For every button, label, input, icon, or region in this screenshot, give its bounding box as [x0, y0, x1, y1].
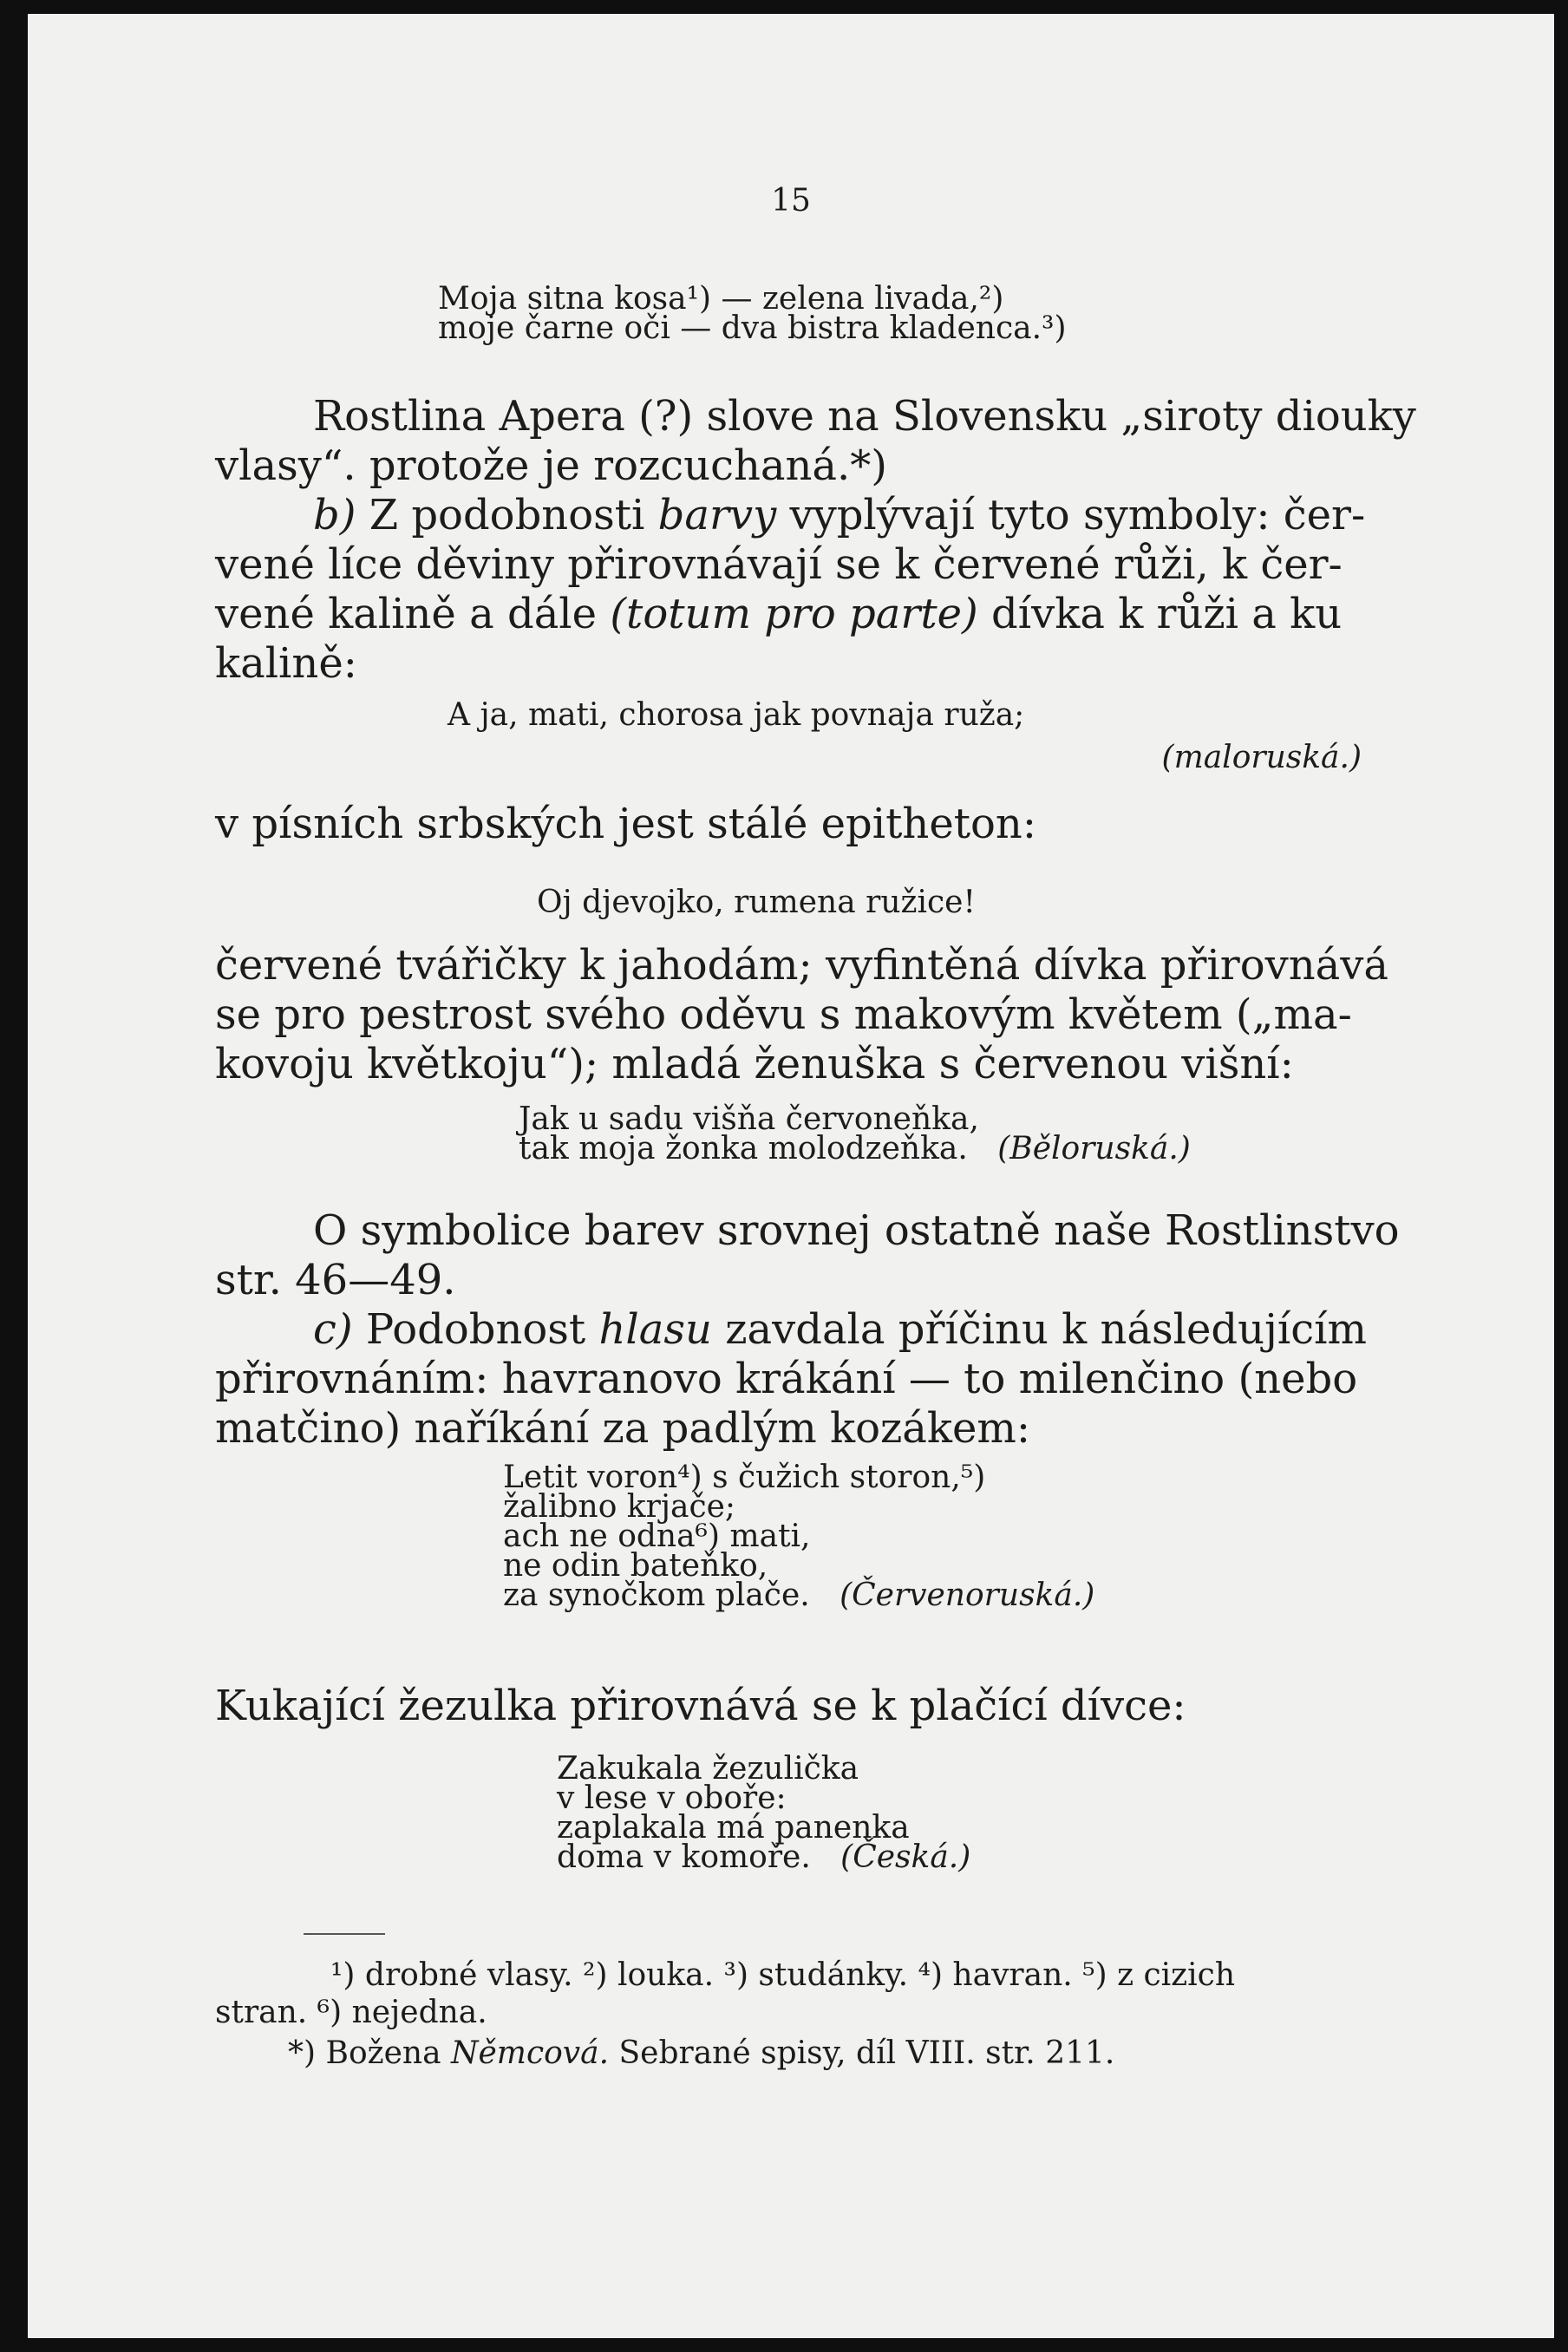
- verse-line: Letit voron⁴) s čužich storon,⁵): [503, 1460, 986, 1495]
- verse-source: (Běloruská.): [997, 1131, 1191, 1166]
- verse-line: zaplakala má panenka: [557, 1810, 910, 1846]
- verse-line: A ja, mati, chorosa jak povnaja ruža;: [448, 697, 1025, 733]
- page-number: 15: [771, 183, 811, 219]
- paragraph-line: kovoju květkoju“); mladá ženuška s červenou višní:: [215, 1040, 1294, 1088]
- verse-raven: [503, 1460, 1095, 1613]
- paragraph-line: O symbolice barev srovnej ostatně naše Rostlinstvo: [313, 1206, 1400, 1255]
- paragraph-line: kalině:: [215, 639, 357, 688]
- paragraph-line: Kukající žezulka přirovnává se k plačící dívce:: [215, 1682, 1186, 1730]
- verse-line: ne odin bateňko,: [503, 1548, 768, 1584]
- paragraph-line: c) Podobnost hlasu zavdala příčinu k následujícím: [313, 1305, 1368, 1354]
- paragraph-line: červené tvářičky k jahodám; vyfintěná dívka přirovnává: [215, 941, 1388, 990]
- verse-cuckoo: [557, 1751, 971, 1875]
- paragraph-line: str. 46—49.: [215, 1256, 456, 1304]
- emphasis: barvy: [657, 491, 777, 539]
- section-marker: c): [313, 1305, 353, 1354]
- paragraph-epitheton: [215, 800, 1395, 849]
- footnote-line: stran. ⁶) nejedna.: [215, 1995, 487, 2030]
- paragraph-line: vené kalině a dále (totum pro parte) dívka k růži a ku: [215, 590, 1343, 638]
- paragraph-line: se pro pestrost svého oděvu s makovým květem („ma-: [215, 990, 1352, 1039]
- verse-serbian-rose: [537, 885, 976, 920]
- paragraph-voice: [215, 1206, 1400, 1454]
- verse-ruthenian-rose: [448, 697, 1025, 733]
- paragraph-cuckoo: [215, 1682, 1395, 1731]
- verse-line: Jak u sadu višňa červoneňka,: [519, 1101, 979, 1137]
- verse-source: (Česká.): [840, 1839, 971, 1875]
- verse-line: Zakukala žezulička: [557, 1751, 859, 1787]
- footnotes: [215, 1957, 1395, 2031]
- footnote-line: *) Božena Němcová. Sebrané spisy, díl VIII. str. 211.: [288, 2035, 1115, 2071]
- paragraph-line: přirovnáním: havranovo krákání — to milenčino (nebo: [215, 1355, 1358, 1403]
- book-page: [28, 14, 1554, 2338]
- verse-line: Moja sitna kosa¹) — zelena livada,²): [438, 281, 1004, 317]
- verse-line: za synočkom plače. (Červenoruská.): [503, 1578, 1095, 1613]
- verse-source: (maloruská.): [1161, 740, 1362, 775]
- footnote-star: [288, 2035, 1467, 2072]
- paragraph-cheeks: [215, 941, 1395, 1089]
- paragraph-line: vené líce děviny přirovnávají se k červené růži, k čer-: [215, 540, 1343, 589]
- verse-line: moje čarne oči — dva bistra kladenca.³): [438, 310, 1067, 346]
- verse-line: Oj djevojko, rumena ružice!: [537, 885, 976, 920]
- verse-belarusian-cherry: [519, 1101, 1191, 1166]
- footnote-line: ¹) drobné vlasy. ²) louka. ³) studánky. ⁴) havran. ⁵) z cizich: [330, 1957, 1235, 1993]
- footnote-divider: [304, 1933, 385, 1935]
- verse-line: žalibno krjače;: [503, 1489, 736, 1525]
- paragraph-line: vlasy“. protože je rozcuchaná.*): [215, 441, 888, 490]
- verse-line: ach ne odna⁶) mati,: [503, 1519, 811, 1554]
- verse-source: (Červenoruská.): [840, 1578, 1095, 1613]
- verse-line: tak moja žonka molodzeňka. (Běloruská.): [519, 1131, 1191, 1166]
- verse-serbian-hair: [438, 281, 1067, 346]
- author-name: Němcová.: [451, 2035, 610, 2071]
- paragraph-line: Rostlina Apera (?) slove na Slovensku „siroty diouky: [313, 392, 1416, 441]
- verse-line: doma v komoře. (Česká.): [557, 1839, 971, 1875]
- verse-line: v lese v oboře:: [557, 1780, 787, 1816]
- paragraph-apera: [215, 392, 1416, 689]
- emphasis: (totum pro parte): [610, 590, 978, 638]
- section-marker: b): [313, 491, 356, 539]
- paragraph-line: matčino) naříkání za padlým kozákem:: [215, 1404, 1031, 1453]
- emphasis: hlasu: [598, 1305, 712, 1354]
- paragraph-line: v písních srbských jest stálé epitheton:: [215, 800, 1036, 848]
- paragraph-line: b) Z podobnosti barvy vyplývají tyto symboly: čer-: [313, 491, 1366, 539]
